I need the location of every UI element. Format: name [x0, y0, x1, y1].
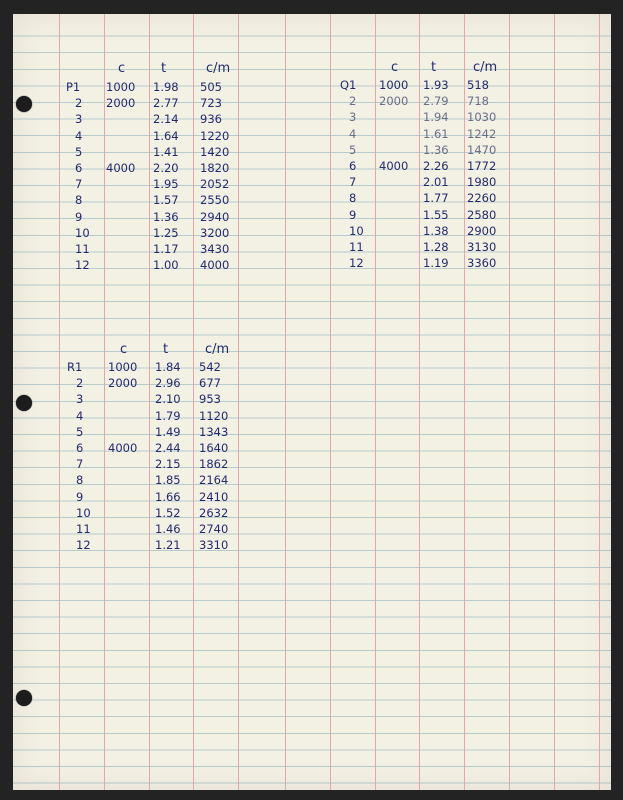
row-number: 9	[75, 209, 83, 224]
value-cm: 3130	[467, 240, 497, 254]
row-number: 6	[75, 161, 83, 175]
value-c: 2000	[106, 96, 136, 111]
row-number: 9	[349, 207, 357, 222]
value-cm: 1220	[200, 128, 230, 143]
value-cm: 3430	[200, 242, 230, 256]
value-t: 1.38	[423, 223, 449, 238]
value-t: 1.84	[155, 360, 181, 374]
value-t: 1.49	[155, 424, 181, 439]
value-cm: 3360	[467, 256, 497, 271]
value-cm: 3200	[200, 225, 230, 240]
value-t: 1.64	[153, 128, 179, 143]
value-cm: 2580	[467, 207, 497, 222]
value-t: 1.52	[155, 505, 181, 520]
row-number: 3	[75, 112, 83, 127]
value-cm: 518	[467, 78, 489, 92]
value-t: 1.77	[423, 191, 449, 206]
value-c: 4000	[379, 159, 409, 173]
header-cm: c/m	[473, 60, 498, 75]
value-c: 1000	[108, 360, 138, 374]
row-number: 6	[349, 159, 357, 173]
row-number: 8	[349, 191, 357, 206]
value-t: 2.79	[423, 94, 449, 109]
row-number: 2	[349, 94, 357, 109]
column-rule	[554, 14, 555, 790]
header-cm: c/m	[205, 342, 230, 357]
column-rule	[193, 14, 194, 790]
row-number: 4	[75, 128, 83, 143]
row-number: 5	[349, 142, 357, 157]
row-number: 2	[75, 96, 83, 111]
value-cm: 1420	[200, 144, 230, 159]
value-cm: 2164	[199, 473, 229, 488]
column-rule	[599, 14, 600, 790]
value-t: 1.41	[153, 144, 179, 159]
row-number: 11	[76, 522, 91, 536]
value-t: 2.77	[153, 96, 179, 111]
value-cm: 2740	[199, 522, 229, 536]
column-rule	[285, 14, 286, 790]
value-t: 1.21	[155, 538, 181, 553]
value-t: 1.85	[155, 473, 181, 488]
value-t: 1.98	[153, 80, 179, 94]
value-cm: 2410	[199, 489, 229, 504]
punch-hole	[16, 96, 32, 112]
value-t: 2.01	[423, 175, 449, 190]
row-number: 9	[76, 489, 84, 504]
row-number: 8	[76, 473, 84, 488]
row-number: 12	[76, 538, 91, 553]
row-number: 7	[349, 175, 357, 190]
value-c: 2000	[379, 94, 409, 109]
row-number: 12	[75, 258, 90, 273]
punch-hole	[16, 395, 32, 411]
value-cm: 1120	[199, 408, 229, 423]
header-c: c	[118, 61, 126, 76]
column-rule	[104, 14, 105, 790]
row-number: R1	[67, 360, 83, 374]
value-t: 1.46	[155, 522, 181, 536]
value-c: 1000	[379, 78, 409, 92]
punch-hole	[16, 690, 32, 706]
value-t: 1.61	[423, 126, 449, 141]
value-t: 1.79	[155, 408, 181, 423]
value-t: 1.28	[423, 240, 449, 254]
header-c: c	[120, 342, 128, 357]
value-cm: 542	[199, 360, 221, 374]
value-cm: 677	[199, 376, 221, 391]
row-number: P1	[66, 80, 81, 94]
value-cm: 1980	[467, 175, 497, 190]
column-rule	[149, 14, 150, 790]
value-t: 1.57	[153, 193, 179, 208]
value-cm: 2550	[200, 193, 230, 208]
value-t: 1.36	[153, 209, 179, 224]
row-number: 7	[76, 457, 84, 472]
row-number: 6	[76, 441, 84, 455]
header-t: t	[431, 60, 437, 75]
header-t: t	[161, 61, 167, 76]
row-number: 3	[349, 110, 357, 125]
value-cm: 2900	[467, 223, 497, 238]
value-t: 2.14	[153, 112, 179, 127]
margin-rule	[59, 14, 60, 790]
value-t: 2.44	[155, 441, 181, 455]
value-cm: 1030	[467, 110, 497, 125]
value-cm: 1640	[199, 441, 229, 455]
column-rule	[238, 14, 239, 790]
column-rule	[464, 14, 465, 790]
row-number: 11	[349, 240, 364, 254]
header-t: t	[163, 342, 169, 357]
value-t: 1.19	[423, 256, 449, 271]
value-c: 4000	[106, 161, 136, 175]
value-cm: 953	[199, 392, 221, 407]
value-t: 1.93	[423, 78, 449, 92]
value-t: 1.25	[153, 225, 179, 240]
column-rule	[330, 14, 331, 790]
row-number: 11	[75, 242, 90, 256]
value-cm: 1470	[467, 142, 497, 157]
column-rule	[375, 14, 376, 790]
row-number: 7	[75, 177, 83, 192]
value-cm: 1862	[199, 457, 229, 472]
value-cm: 2940	[200, 209, 230, 224]
value-cm: 2260	[467, 191, 497, 206]
value-t: 1.95	[153, 177, 179, 192]
value-cm: 936	[200, 112, 222, 127]
value-c: 2000	[108, 376, 138, 391]
value-t: 1.17	[153, 242, 179, 256]
value-cm: 1343	[199, 424, 229, 439]
row-number: 5	[76, 424, 84, 439]
row-number: 4	[76, 408, 84, 423]
value-c: 4000	[108, 441, 138, 455]
value-cm: 4000	[200, 258, 230, 273]
value-t: 2.96	[155, 376, 181, 391]
ledger-paper	[13, 14, 611, 790]
value-t: 2.15	[155, 457, 181, 472]
row-number: Q1	[340, 78, 357, 92]
value-t: 2.10	[155, 392, 181, 407]
column-rule	[509, 14, 510, 790]
row-number: 2	[76, 376, 84, 391]
value-t: 1.55	[423, 207, 449, 222]
row-number: 12	[349, 256, 364, 271]
value-c: 1000	[106, 80, 136, 94]
row-number: 8	[75, 193, 83, 208]
row-number: 10	[76, 505, 91, 520]
value-t: 1.66	[155, 489, 181, 504]
value-cm: 505	[200, 80, 222, 94]
row-number: 3	[76, 392, 84, 407]
row-number: 4	[349, 126, 357, 141]
value-cm: 1820	[200, 161, 230, 175]
header-c: c	[391, 60, 399, 75]
value-t: 2.26	[423, 159, 449, 173]
value-cm: 1242	[467, 126, 497, 141]
row-number: 5	[75, 144, 83, 159]
header-cm: c/m	[206, 61, 231, 76]
row-number: 10	[349, 223, 364, 238]
value-cm: 2632	[199, 505, 229, 520]
row-number: 10	[75, 225, 90, 240]
value-cm: 3310	[199, 538, 229, 553]
column-rule	[419, 14, 420, 790]
value-cm: 1772	[467, 159, 497, 173]
value-cm: 723	[200, 96, 222, 111]
value-t: 1.00	[153, 258, 179, 273]
value-cm: 2052	[200, 177, 230, 192]
value-cm: 718	[467, 94, 489, 109]
value-t: 2.20	[153, 161, 179, 175]
value-t: 1.94	[423, 110, 449, 125]
value-t: 1.36	[423, 142, 449, 157]
